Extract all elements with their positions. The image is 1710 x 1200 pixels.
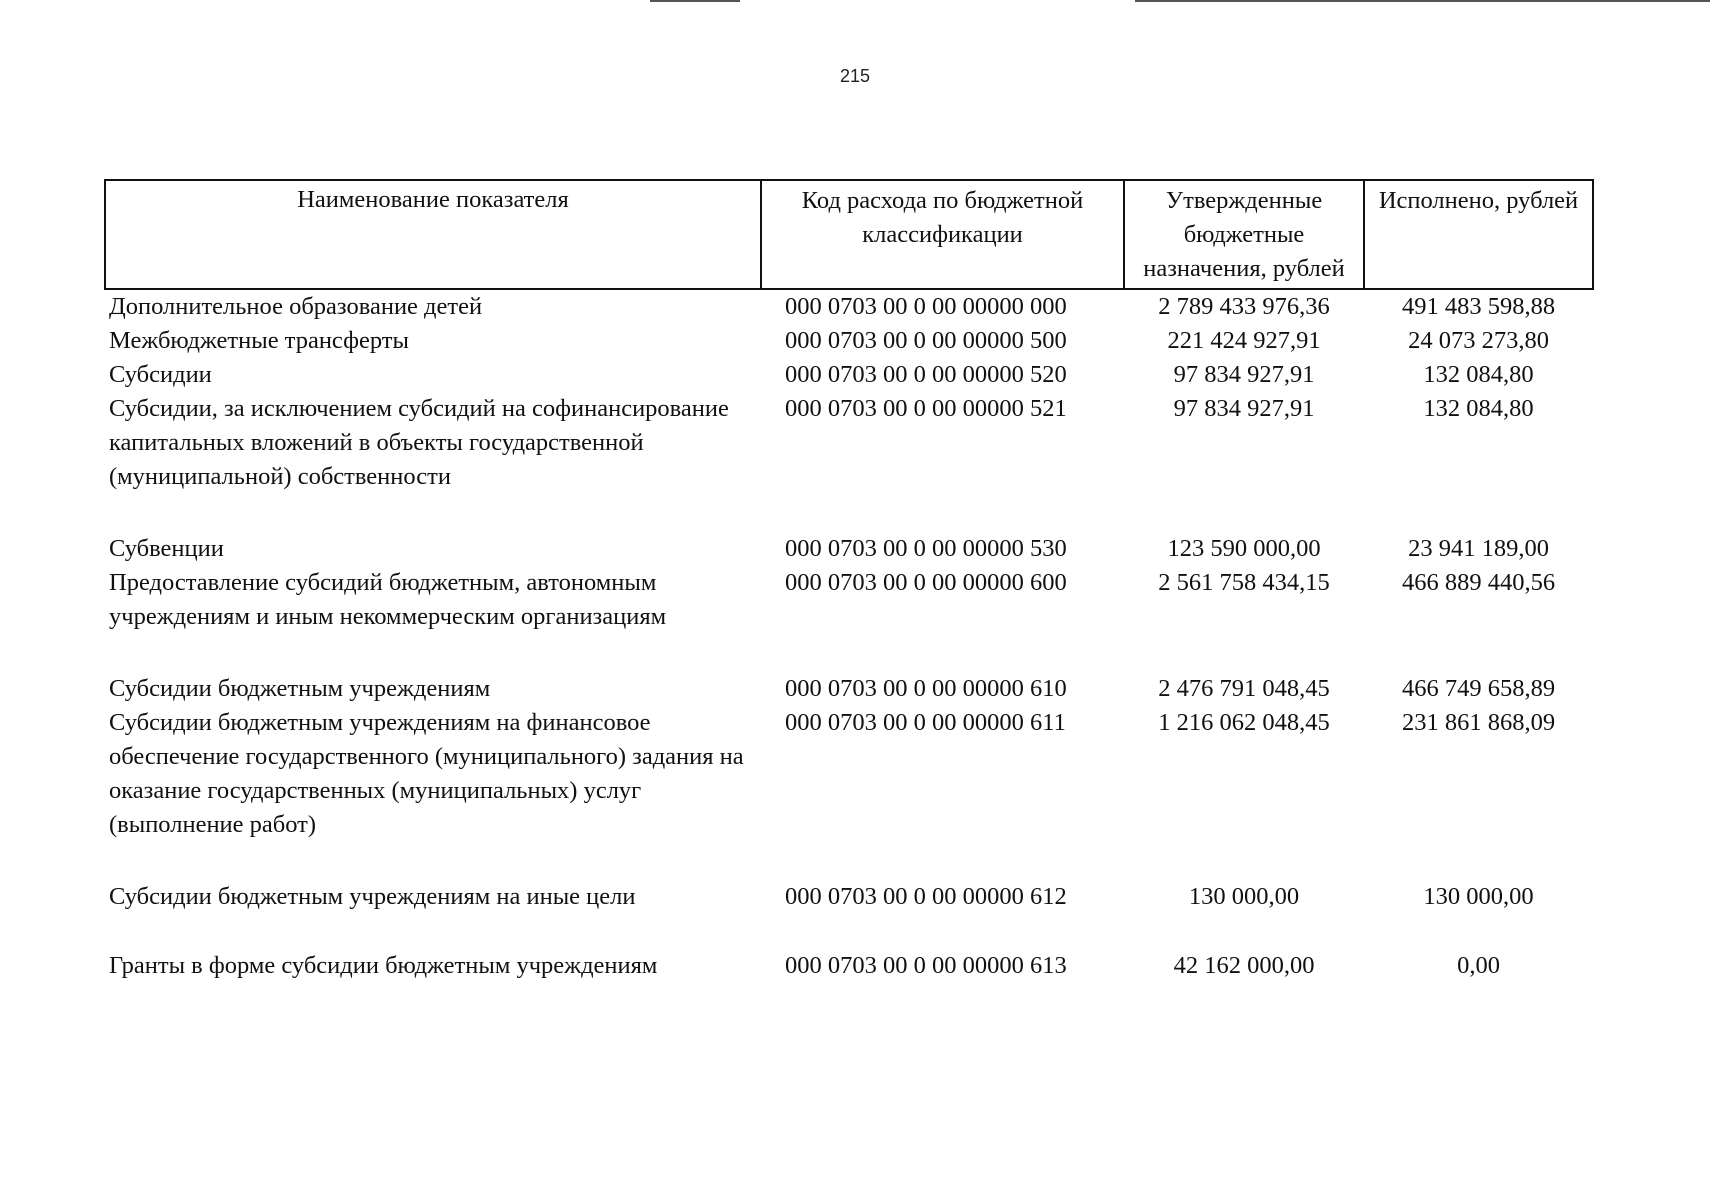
table-row <box>105 324 1593 358</box>
row-code: 000 0703 00 0 00 00000 500 <box>785 327 1067 354</box>
header-approved-amount: Утвержденные бюджетные назначения, рублей <box>1124 180 1364 289</box>
table-row <box>105 358 1593 392</box>
row-name: Дополнительное образование детей <box>109 293 483 320</box>
row-executed: 132 084,80 <box>1423 361 1534 388</box>
header-expense-code: Код расхода по бюджетной классификации <box>761 180 1124 289</box>
row-name: Субсидии бюджетным учреждениям <box>109 675 491 702</box>
header-indicator-name: Наименование показателя <box>105 180 761 289</box>
row-code: 000 0703 00 0 00 00000 530 <box>785 535 1067 562</box>
table-row <box>105 880 1593 949</box>
table-row <box>105 392 1593 532</box>
row-name: Гранты в форме субсидии бюджетным учреждениям <box>109 952 658 979</box>
row-approved: 42 162 000,00 <box>1173 952 1315 979</box>
row-executed: 23 941 189,00 <box>1408 535 1549 562</box>
row-name: Субсидии бюджетным учреждениям на иные цели <box>109 883 636 910</box>
row-name: Субсидии бюджетным учреждениям на финансовое обеспечение государственного (муниципального) задания на оказание государственных (муниципальных) услуг (выполнение работ) <box>109 709 744 838</box>
row-name: Субвенции <box>109 535 224 562</box>
row-code: 000 0703 00 0 00 00000 611 <box>785 709 1066 736</box>
row-code: 000 0703 00 0 00 00000 520 <box>785 361 1067 388</box>
row-name: Предоставление субсидий бюджетным, автономным учреждениям и иным некоммерческим организациям <box>109 569 667 630</box>
page-number: 215 <box>839 66 871 86</box>
row-approved: 221 424 927,91 <box>1167 327 1321 354</box>
row-approved: 2 789 433 976,36 <box>1158 293 1330 320</box>
row-name: Межбюджетные трансферты <box>109 327 409 354</box>
row-code: 000 0703 00 0 00 00000 521 <box>785 395 1067 422</box>
row-executed: 24 073 273,80 <box>1408 327 1549 354</box>
row-executed: 0,00 <box>1457 952 1500 979</box>
table-row <box>105 706 1593 880</box>
row-approved: 2 561 758 434,15 <box>1158 569 1330 596</box>
row-approved: 97 834 927,91 <box>1173 361 1315 388</box>
header-executed-amount: Исполнено, рублей <box>1364 180 1593 289</box>
row-approved: 123 590 000,00 <box>1167 535 1321 562</box>
scan-edge-line <box>1135 0 1710 2</box>
budget-execution-table <box>104 179 1594 983</box>
table-row <box>105 949 1593 983</box>
row-code: 000 0703 00 0 00 00000 613 <box>785 952 1067 979</box>
row-executed: 466 749 658,89 <box>1401 675 1556 702</box>
row-executed: 132 084,80 <box>1423 395 1534 422</box>
row-name: Субсидии <box>109 361 212 388</box>
row-approved: 2 476 791 048,45 <box>1158 675 1330 702</box>
row-approved: 1 216 062 048,45 <box>1158 709 1330 736</box>
table-header-row <box>105 180 1593 289</box>
row-code: 000 0703 00 0 00 00000 000 <box>785 293 1067 320</box>
table-row <box>105 532 1593 566</box>
row-executed: 491 483 598,88 <box>1401 293 1556 320</box>
scan-edge-line <box>650 0 740 2</box>
row-code: 000 0703 00 0 00 00000 612 <box>785 883 1067 910</box>
row-code: 000 0703 00 0 00 00000 600 <box>785 569 1067 596</box>
row-approved: 130 000,00 <box>1188 883 1300 910</box>
row-code: 000 0703 00 0 00 00000 610 <box>785 675 1067 702</box>
table-row <box>105 566 1593 672</box>
row-name: Субсидии, за исключением субсидий на софинансирование капитальных вложений в объекты государственной (муниципальной) собственности <box>109 395 729 490</box>
table-row <box>105 672 1593 706</box>
row-executed: 231 861 868,09 <box>1401 709 1556 736</box>
row-approved: 97 834 927,91 <box>1173 395 1315 422</box>
row-executed: 130 000,00 <box>1423 883 1534 910</box>
table-row <box>105 289 1593 324</box>
row-executed: 466 889 440,56 <box>1401 569 1556 596</box>
